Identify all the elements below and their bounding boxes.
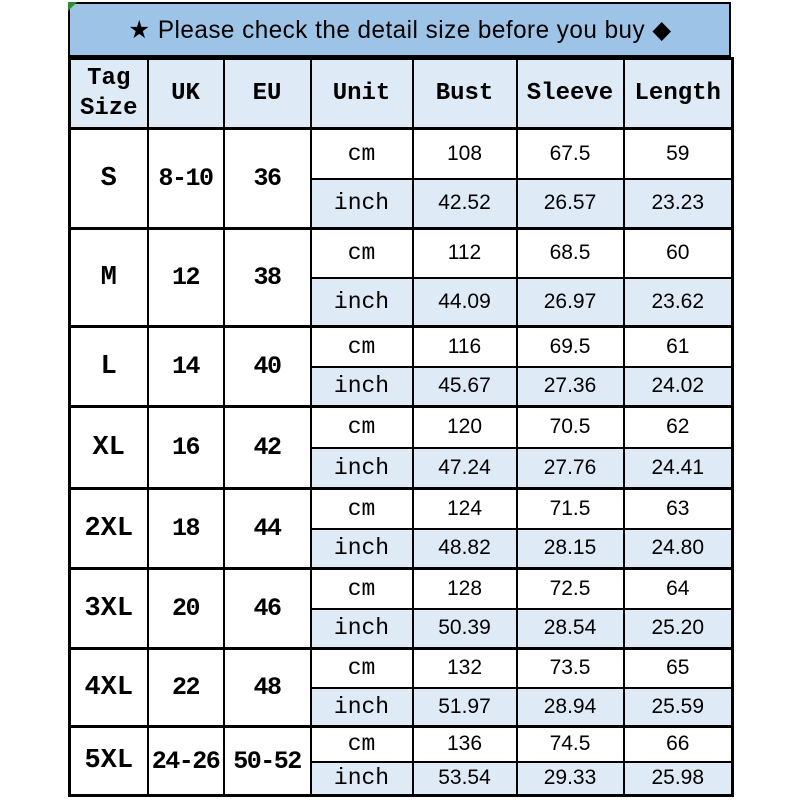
length-inch-cell: 25.20 [624,609,733,649]
uk-size-cell: 8-10 [148,129,224,229]
bust-cm-cell: 132 [413,649,517,688]
length-inch-cell: 25.98 [624,762,733,796]
sleeve-cm-cell: 74.5 [517,727,624,762]
sleeve-cm-cell: 67.5 [517,129,624,179]
bust-cm-cell: 124 [413,489,517,529]
tag-size-cell: 2XL [70,489,148,569]
size-row-m-cm [70,229,733,278]
unit-inch-cell: inch [311,367,413,407]
bust-inch-cell: 44.09 [413,278,517,327]
unit-cm-cell: cm [311,727,413,762]
table-body [70,129,733,796]
unit-cm-cell: cm [311,327,413,367]
sleeve-cm-cell: 68.5 [517,229,624,278]
eu-size-cell: 48 [224,649,311,727]
eu-size-cell: 46 [224,569,311,649]
length-inch-cell: 24.02 [624,367,733,407]
length-cm-cell: 63 [624,489,733,529]
length-inch-cell: 24.80 [624,529,733,569]
tag-size-cell: 4XL [70,649,148,727]
bust-cm-cell: 120 [413,407,517,448]
eu-size-cell: 36 [224,129,311,229]
unit-cm-cell: cm [311,649,413,688]
bust-cm-cell: 136 [413,727,517,762]
header-cell-eu: EU [224,59,311,129]
eu-size-cell: 38 [224,229,311,327]
size-row-xl-cm [70,407,733,448]
header-cell-tag-size: Tag Size [70,59,148,129]
size-row-4xl-cm [70,649,733,688]
sleeve-cm-cell: 72.5 [517,569,624,609]
sleeve-cm-cell: 70.5 [517,407,624,448]
eu-size-cell: 44 [224,489,311,569]
unit-inch-cell: inch [311,762,413,796]
uk-size-cell: 20 [148,569,224,649]
sleeve-cm-cell: 71.5 [517,489,624,529]
uk-size-cell: 24-26 [148,727,224,796]
eu-size-cell: 50-52 [224,727,311,796]
unit-cm-cell: cm [311,407,413,448]
size-row-l-cm [70,327,733,367]
uk-size-cell: 16 [148,407,224,489]
sleeve-inch-cell: 27.36 [517,367,624,407]
length-cm-cell: 66 [624,727,733,762]
header-cell-bust: Bust [413,59,517,129]
uk-size-cell: 12 [148,229,224,327]
uk-size-cell: 22 [148,649,224,727]
table-header-row [70,59,733,129]
unit-inch-cell: inch [311,278,413,327]
unit-cm-cell: cm [311,229,413,278]
sleeve-inch-cell: 27.76 [517,448,624,489]
unit-inch-cell: inch [311,688,413,727]
length-cm-cell: 60 [624,229,733,278]
table-head [70,59,733,129]
eu-size-cell: 42 [224,407,311,489]
length-cm-cell: 64 [624,569,733,609]
sleeve-inch-cell: 26.57 [517,179,624,229]
size-row-3xl-cm [70,569,733,609]
sleeve-inch-cell: 28.94 [517,688,624,727]
notice-banner [68,2,731,57]
unit-inch-cell: inch [311,529,413,569]
size-row-s-cm [70,129,733,179]
bust-cm-cell: 108 [413,129,517,179]
notice-banner-text: ★ Please check the detail size before you buy ◆ [127,15,672,44]
header-cell-uk: UK [148,59,224,129]
sleeve-cm-cell: 69.5 [517,327,624,367]
unit-cm-cell: cm [311,129,413,179]
sleeve-inch-cell: 28.15 [517,529,624,569]
uk-size-cell: 18 [148,489,224,569]
bust-inch-cell: 42.52 [413,179,517,229]
bust-inch-cell: 47.24 [413,448,517,489]
bust-inch-cell: 51.97 [413,688,517,727]
tag-size-cell: 5XL [70,727,148,796]
header-cell-sleeve: Sleeve [517,59,624,129]
length-cm-cell: 62 [624,407,733,448]
tag-size-cell: XL [70,407,148,489]
header-cell-length: Length [624,59,733,129]
length-cm-cell: 59 [624,129,733,179]
header-cell-unit: Unit [311,59,413,129]
bust-inch-cell: 50.39 [413,609,517,649]
sleeve-cm-cell: 73.5 [517,649,624,688]
unit-inch-cell: inch [311,179,413,229]
sleeve-inch-cell: 29.33 [517,762,624,796]
size-chart-table [68,57,734,797]
bust-cm-cell: 116 [413,327,517,367]
size-row-2xl-cm [70,489,733,529]
size-row-5xl-cm [70,727,733,762]
sleeve-inch-cell: 28.54 [517,609,624,649]
unit-cm-cell: cm [311,489,413,529]
eu-size-cell: 40 [224,327,311,407]
uk-size-cell: 14 [148,327,224,407]
tag-size-cell: 3XL [70,569,148,649]
length-cm-cell: 65 [624,649,733,688]
unit-inch-cell: inch [311,609,413,649]
bust-inch-cell: 48.82 [413,529,517,569]
tag-size-cell: L [70,327,148,407]
tag-size-cell: M [70,229,148,327]
unit-cm-cell: cm [311,569,413,609]
corner-marker-icon [68,2,77,11]
bust-cm-cell: 112 [413,229,517,278]
length-inch-cell: 25.59 [624,688,733,727]
length-cm-cell: 61 [624,327,733,367]
unit-inch-cell: inch [311,448,413,489]
length-inch-cell: 23.23 [624,179,733,229]
bust-cm-cell: 128 [413,569,517,609]
sleeve-inch-cell: 26.97 [517,278,624,327]
tag-size-cell: S [70,129,148,229]
bust-inch-cell: 53.54 [413,762,517,796]
length-inch-cell: 24.41 [624,448,733,489]
length-inch-cell: 23.62 [624,278,733,327]
bust-inch-cell: 45.67 [413,367,517,407]
